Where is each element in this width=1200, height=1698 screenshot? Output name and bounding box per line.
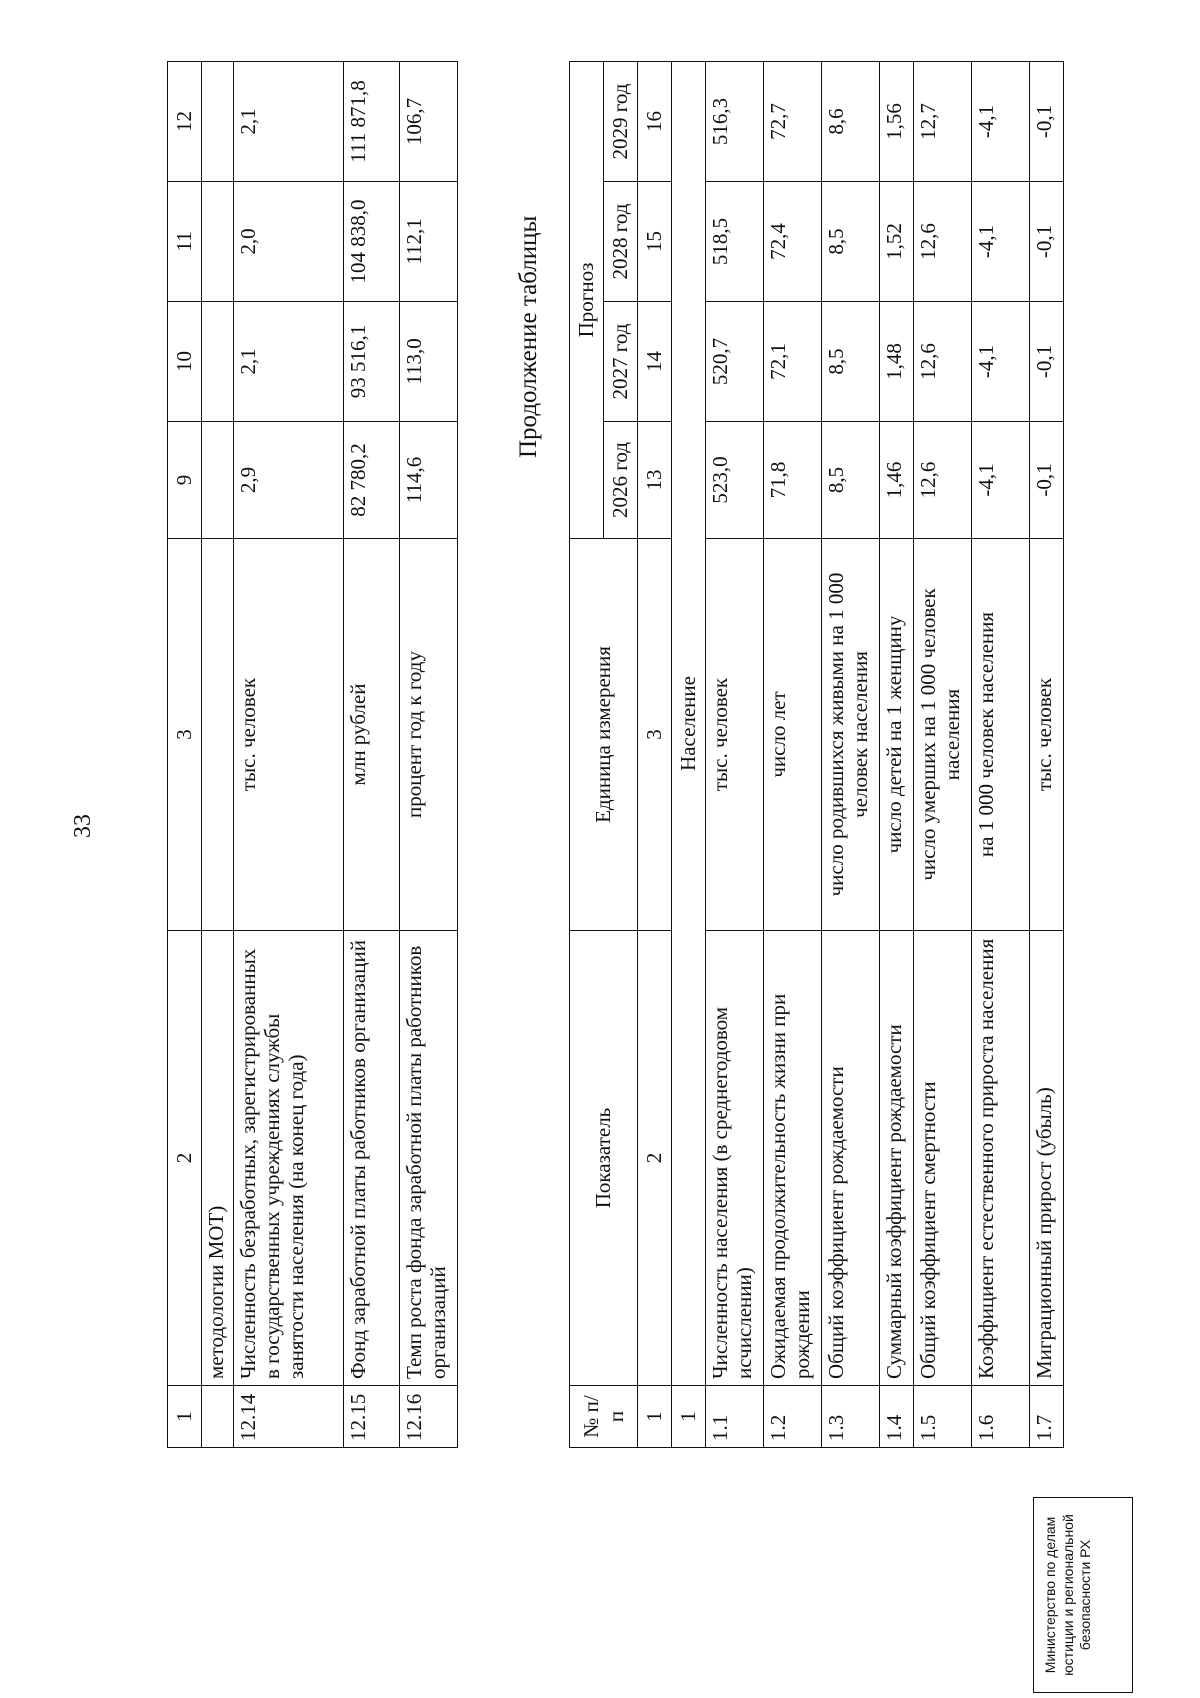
- table-bottom-colnums: [638, 62, 672, 1448]
- table-row: [344, 62, 400, 1448]
- row-number: 1.4: [880, 1386, 914, 1448]
- value-cell: -4,1: [972, 182, 1030, 302]
- unit-cell: процент год к году: [400, 539, 458, 931]
- value-cell: -0,1: [1030, 302, 1064, 422]
- row-number: 1.6: [972, 1386, 1030, 1448]
- value-cell: 1,48: [880, 302, 914, 422]
- indicator-cell: Коэффициент естественного прироста населения: [972, 931, 1030, 1386]
- value-cell: 71,8: [764, 422, 822, 539]
- row-number: 1.3: [822, 1386, 880, 1448]
- value-cell: 12,6: [914, 422, 972, 539]
- table-top-colnums: [168, 62, 202, 1448]
- unit-cell: тыс. человек: [706, 539, 764, 931]
- table-bottom: [569, 61, 1064, 1448]
- indicator-cell: Ожидаемая продолжительность жизни при рождении: [764, 931, 822, 1386]
- value-cell: 520,7: [706, 302, 764, 422]
- continuation-title: Продолжение таблицы: [515, 215, 542, 458]
- value-cell: 2,1: [234, 62, 344, 182]
- value-cell: 8,5: [822, 182, 880, 302]
- page-number: 33: [70, 814, 96, 838]
- unit-cell: число родившихся живыми на 1 000 человек населения: [822, 539, 880, 931]
- indicator-cell: Темп роста фонда заработной платы работников организаций: [400, 931, 458, 1386]
- colnum: 2: [168, 931, 202, 1386]
- section-row: [672, 62, 706, 1448]
- value-cell: 8,5: [822, 422, 880, 539]
- colnum: 2: [638, 931, 672, 1386]
- colnum: 3: [168, 539, 202, 931]
- value-cell: [202, 422, 234, 539]
- value-cell: 1,52: [880, 182, 914, 302]
- table-row: [400, 62, 458, 1448]
- value-cell: 72,4: [764, 182, 822, 302]
- colnum: 10: [168, 302, 202, 422]
- row-number: 12.14: [234, 1386, 344, 1448]
- table-head-row-1: [570, 62, 604, 1448]
- table-row: [234, 62, 344, 1448]
- value-cell: 8,5: [822, 302, 880, 422]
- head-year: 2026 год: [604, 422, 638, 539]
- value-cell: 523,0: [706, 422, 764, 539]
- colnum: 12: [168, 62, 202, 182]
- indicator-cell: Миграционный прирост (убыль): [1030, 931, 1064, 1386]
- colnum: 11: [168, 182, 202, 302]
- value-cell: 12,6: [914, 302, 972, 422]
- unit-cell: число умерших на 1 000 человек населения: [914, 539, 972, 931]
- value-cell: 106,7: [400, 62, 458, 182]
- value-cell: 82 780,2: [344, 422, 400, 539]
- value-cell: -4,1: [972, 62, 1030, 182]
- value-cell: -4,1: [972, 302, 1030, 422]
- head-forecast: Прогноз: [570, 62, 604, 539]
- table-row: [764, 62, 822, 1448]
- value-cell: 72,1: [764, 302, 822, 422]
- colnum: 15: [638, 182, 672, 302]
- colnum: 3: [638, 539, 672, 931]
- head-year: 2028 год: [604, 182, 638, 302]
- value-cell: 2,1: [234, 302, 344, 422]
- colnum: 13: [638, 422, 672, 539]
- indicator-cell: методологии МОТ): [202, 931, 234, 1386]
- ministry-stamp: [1033, 1497, 1133, 1693]
- table-top: [167, 61, 458, 1448]
- section-title: Население: [672, 62, 706, 1386]
- section-number: 1: [672, 1386, 706, 1448]
- indicator-cell: Фонд заработной платы работников организаций: [344, 931, 400, 1386]
- unit-cell: [202, 539, 234, 931]
- value-cell: 8,6: [822, 62, 880, 182]
- value-cell: 1,46: [880, 422, 914, 539]
- unit-cell: на 1 000 человек населения: [972, 539, 1030, 931]
- value-cell: 1,56: [880, 62, 914, 182]
- value-cell: 518,5: [706, 182, 764, 302]
- value-cell: 111 871,8: [344, 62, 400, 182]
- stamp-line: Министерство по делам: [1042, 1516, 1058, 1674]
- row-number: 1.5: [914, 1386, 972, 1448]
- value-cell: [202, 182, 234, 302]
- value-cell: 2,0: [234, 182, 344, 302]
- value-cell: 112,1: [400, 182, 458, 302]
- row-number: 1.2: [764, 1386, 822, 1448]
- value-cell: 113,0: [400, 302, 458, 422]
- row-number: 12.16: [400, 1386, 458, 1448]
- unit-cell: тыс. человек: [234, 539, 344, 931]
- unit-cell: число детей на 1 женщину: [880, 539, 914, 931]
- table-row: [972, 62, 1030, 1448]
- row-number: 1.1: [706, 1386, 764, 1448]
- colnum: 16: [638, 62, 672, 182]
- indicator-cell: Численность населения (в среднегодовом исчислении): [706, 931, 764, 1386]
- colnum: 1: [168, 1386, 202, 1448]
- head-number: № п/п: [570, 1386, 638, 1448]
- head-unit: Единица измерения: [570, 539, 638, 931]
- unit-cell: тыс. человек: [1030, 539, 1064, 931]
- colnum: 14: [638, 302, 672, 422]
- indicator-cell: Общий коэффициент рождаемости: [822, 931, 880, 1386]
- table-row: [1030, 62, 1064, 1448]
- indicator-cell: Суммарный коэффициент рождаемости: [880, 931, 914, 1386]
- value-cell: 72,7: [764, 62, 822, 182]
- row-number: 12.15: [344, 1386, 400, 1448]
- unit-cell: млн рублей: [344, 539, 400, 931]
- unit-cell: число лет: [764, 539, 822, 931]
- indicator-cell: Общий коэффициент смертности: [914, 931, 972, 1386]
- table-row: [880, 62, 914, 1448]
- value-cell: 104 838,0: [344, 182, 400, 302]
- value-cell: 93 516,1: [344, 302, 400, 422]
- stamp-line: юстиции и региональной: [1059, 1514, 1076, 1676]
- value-cell: 12,6: [914, 182, 972, 302]
- row-number: 1.7: [1030, 1386, 1064, 1448]
- indicator-cell: Численность безработных, зарегистрированных в государственных учреждениях службы занятости населения (на конец года): [234, 931, 344, 1386]
- table-row: [914, 62, 972, 1448]
- stamp-line: безопасности РХ: [1077, 1539, 1093, 1651]
- value-cell: 2,9: [234, 422, 344, 539]
- colnum: 1: [638, 1386, 672, 1448]
- value-cell: -0,1: [1030, 422, 1064, 539]
- value-cell: 516,3: [706, 62, 764, 182]
- head-indicator: Показатель: [570, 931, 638, 1386]
- table-row: [202, 62, 234, 1448]
- head-year: 2029 год: [604, 62, 638, 182]
- row-number: [202, 1386, 234, 1448]
- value-cell: [202, 62, 234, 182]
- head-year: 2027 год: [604, 302, 638, 422]
- table-row: [706, 62, 764, 1448]
- table-row: [822, 62, 880, 1448]
- value-cell: -0,1: [1030, 182, 1064, 302]
- value-cell: [202, 302, 234, 422]
- value-cell: 114,6: [400, 422, 458, 539]
- value-cell: 12,7: [914, 62, 972, 182]
- value-cell: -4,1: [972, 422, 1030, 539]
- value-cell: -0,1: [1030, 62, 1064, 182]
- colnum: 9: [168, 422, 202, 539]
